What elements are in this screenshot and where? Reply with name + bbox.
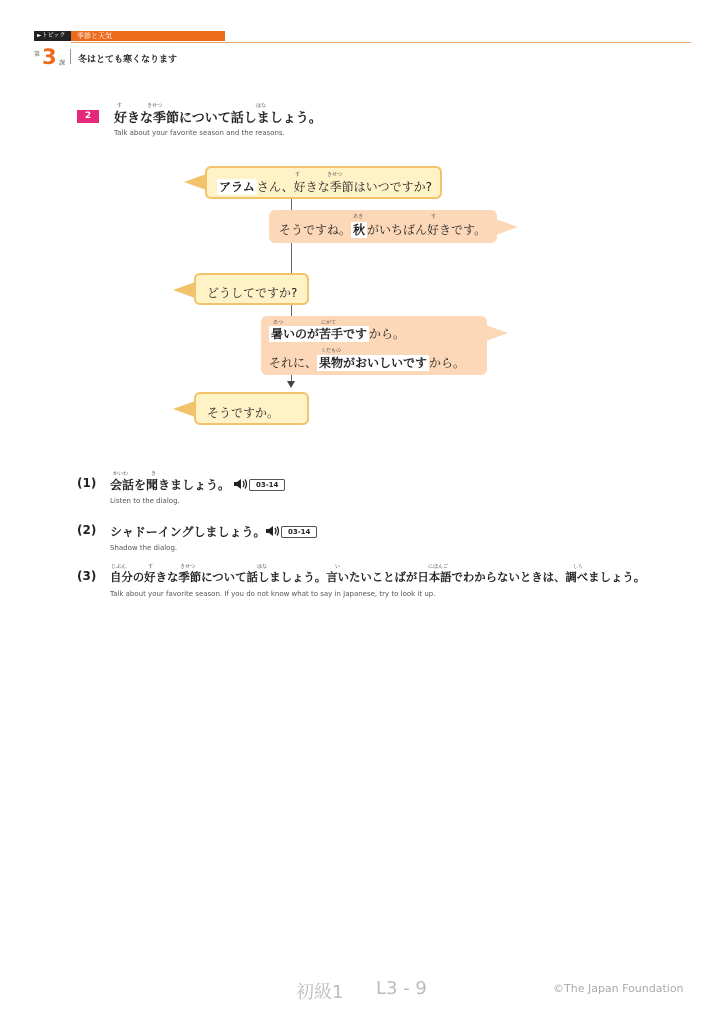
speech-bubble-question — [194, 392, 309, 425]
topic-tag: ►トピック — [34, 31, 71, 41]
exercise-number: (1) — [77, 476, 97, 490]
exercise-subtitle: Listen to the dialog. — [110, 497, 180, 505]
speech-bubble-answer — [261, 316, 487, 375]
bubble-tail — [184, 174, 206, 190]
furigana: きせつ — [147, 103, 163, 109]
furigana: す — [295, 172, 301, 178]
speaker-name: アラム — [219, 180, 255, 194]
bubble-tail — [173, 282, 195, 298]
highlight-word: 秋 — [353, 223, 366, 237]
lesson-title: 冬はとても寒くなります — [78, 55, 178, 65]
speech-bubble-question — [194, 273, 309, 305]
dialog-line: どうしてですか? — [207, 286, 298, 300]
furigana: きせつ — [327, 172, 343, 178]
furigana: にがて — [321, 320, 337, 326]
lesson-number: 3 — [42, 45, 57, 69]
exercise-instruction: 自分の好きな季節について話しましょう。言いたいことばが日本語でわからないときは、調べましょう。 — [110, 570, 646, 584]
furigana: はな — [256, 103, 267, 109]
furigana: きせつ — [180, 564, 196, 570]
dialog-line: がいちばん好きです。 — [367, 223, 487, 237]
audio-icon[interactable] — [233, 478, 249, 490]
furigana: はな — [257, 564, 268, 570]
furigana: じぶん — [111, 564, 127, 570]
arrow-down-icon — [287, 381, 295, 388]
exercise-instruction: シャドーイングしましょう。 — [110, 525, 266, 539]
dialog-line: そうですか。 — [207, 406, 280, 420]
furigana: す — [431, 214, 437, 220]
speech-bubble-answer — [269, 210, 497, 243]
dialog-line: そうですね。 — [279, 223, 352, 237]
dialog-line: さん、好きな季節はいつですか? — [256, 180, 432, 194]
speech-bubble-question — [205, 166, 442, 199]
furigana: にほんご — [428, 564, 449, 570]
exercise-number: (3) — [77, 569, 97, 583]
header-divider — [71, 42, 691, 43]
audio-icon[interactable] — [265, 525, 281, 537]
highlight-phrase: 果物がおいしいです — [319, 356, 428, 370]
exercise-number: (2) — [77, 523, 97, 537]
furigana: かいわ — [113, 471, 129, 477]
lesson-suffix: 課 — [59, 60, 66, 67]
furigana: き — [151, 471, 157, 477]
task-title: 好きな季節について話しましょう。 — [114, 111, 322, 126]
dialog-line: から。 — [369, 327, 406, 341]
bubble-tail — [496, 219, 518, 235]
furigana: す — [117, 103, 123, 109]
furigana: い — [335, 564, 341, 570]
page-number: L3 - 9 — [376, 978, 427, 999]
furigana: す — [148, 564, 154, 570]
furigana: くだもの — [321, 348, 342, 354]
dialog-line: それに、 — [269, 356, 318, 370]
task-subtitle: Talk about your favorite season and the reasons. — [114, 129, 285, 137]
bubble-tail — [486, 325, 508, 341]
bubble-tail — [173, 401, 195, 417]
task-number-badge: 2 — [77, 110, 99, 123]
furigana: しら — [573, 564, 584, 570]
copyright: ©The Japan Foundation — [553, 982, 684, 995]
footer-level: 初級1 — [296, 982, 344, 1003]
lesson-divider — [70, 49, 71, 64]
audio-track-code[interactable]: 03-14 — [249, 479, 285, 491]
topic-title: 季節と天気 — [71, 31, 225, 41]
highlight-phrase: 暑いのが苦手です — [271, 327, 368, 341]
furigana: あき — [353, 214, 364, 220]
exercise-instruction: 会話を聞きましょう。 — [110, 478, 231, 492]
furigana: あつ — [273, 320, 284, 326]
exercise-subtitle: Shadow the dialog. — [110, 544, 178, 552]
dialog-line: から。 — [429, 356, 466, 370]
audio-track-code[interactable]: 03-14 — [281, 526, 317, 538]
exercise-subtitle: Talk about your favorite season. If you do not know what to say in Japanese, try to look it up. — [110, 590, 436, 598]
lesson-prefix: 第 — [34, 51, 41, 58]
